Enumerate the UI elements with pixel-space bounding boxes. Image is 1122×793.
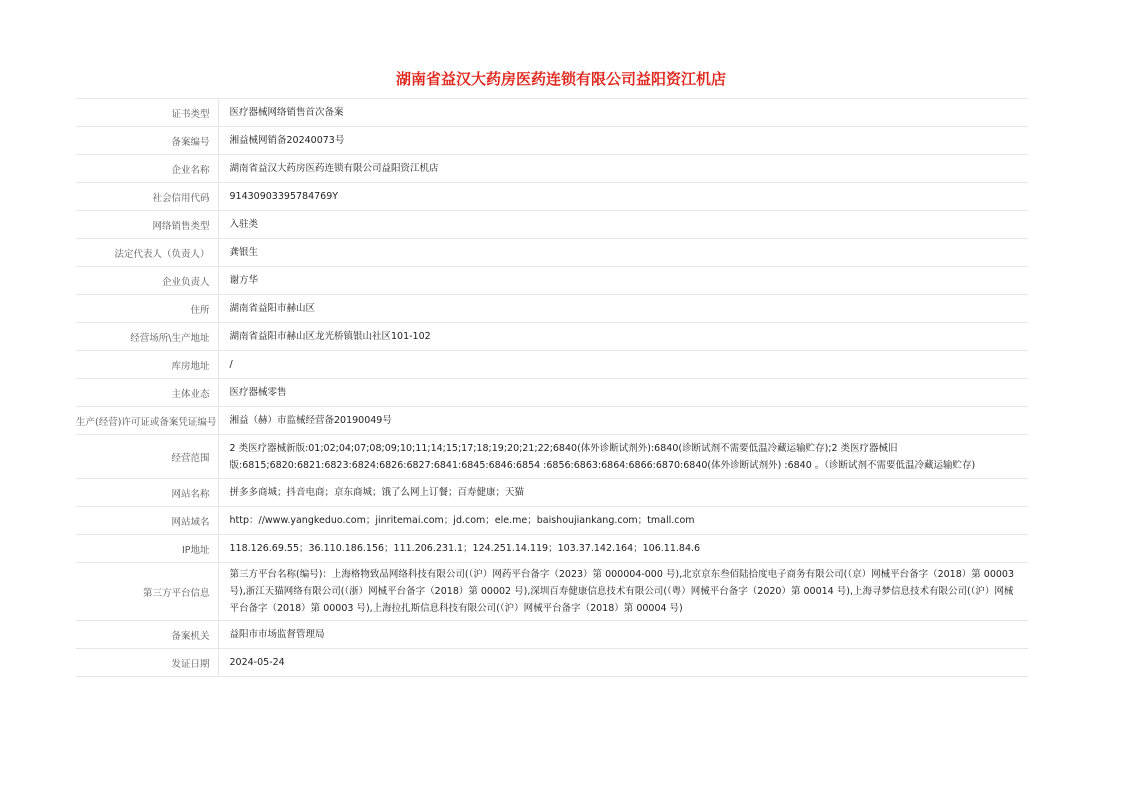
row-label: 备案机关 xyxy=(76,621,218,649)
row-value: 谢方华 xyxy=(229,275,259,286)
row-value: 2024-05-24 xyxy=(229,657,285,668)
row-label: 住所 xyxy=(76,295,218,323)
row-value: 湖南省益阳市赫山区 xyxy=(229,303,316,314)
row-residence xyxy=(76,295,1028,323)
row-ip-addresses xyxy=(76,535,1028,563)
row-label: 发证日期 xyxy=(76,649,218,677)
row-label: 企业负责人 xyxy=(76,267,218,295)
row-business-address xyxy=(76,323,1028,351)
record-table xyxy=(76,98,1028,677)
row-website-names xyxy=(76,479,1028,507)
row-label: 生产(经营)许可证或备案凭证编号 xyxy=(76,407,218,435)
row-value: 入驻类 xyxy=(229,219,259,230)
row-value: 91430903395784769Y xyxy=(229,191,339,202)
row-label: 企业名称 xyxy=(76,155,218,183)
row-value: / xyxy=(229,359,233,370)
row-label: 证书类型 xyxy=(76,99,218,127)
row-label: IP地址 xyxy=(76,535,218,563)
row-value: 医疗器械网络销售首次备案 xyxy=(229,107,344,118)
row-value: http：//www.yangkeduo.com；jinritemai.com；jd.com；ele.me；baishoujiankang.com；tmall.com xyxy=(229,515,695,526)
row-label: 法定代表人（负责人） xyxy=(76,239,218,267)
row-value: 医疗器械零售 xyxy=(229,387,287,398)
row-value: 湖南省益汉大药房医药连锁有限公司益阳资江机店 xyxy=(229,163,439,174)
row-value: 湘益械网销备20240073号 xyxy=(229,135,345,146)
row-value: 118.126.69.55；36.110.186.156；111.206.231.1；124.251.14.119；103.37.142.164；106.11.84.6 xyxy=(229,543,701,554)
row-label: 库房地址 xyxy=(76,351,218,379)
row-label: 主体业态 xyxy=(76,379,218,407)
row-website-domains xyxy=(76,507,1028,535)
row-label: 经营范围 xyxy=(76,435,218,479)
row-value: 龚银生 xyxy=(229,247,259,258)
row-legal-representative xyxy=(76,239,1028,267)
row-company-head xyxy=(76,267,1028,295)
row-license-number xyxy=(76,407,1028,435)
document-title: 湖南省益汉大药房医药连锁有限公司益阳资江机店 xyxy=(395,70,726,88)
row-credit-code xyxy=(76,183,1028,211)
row-value: 第三方平台名称(编号)：上海格物致品网络科技有限公司(（沪）网药平台备字（2023）第 000004-000 号),北京京东叁佰陆拾度电子商务有限公司(（京）网械平台备字（2018）第 00003 号),浙江天猫网络有限公司(（浙）网械平台备字（2018）第 00002 号),深圳百寿健康信息技术有限公司(（粤）网械平台备字（2020）第 00014 号),上海寻梦信息技术有限公司(（沪）网械平台备字（2018）第 00003 号),上海拉扎斯信息科技有限公司(（沪）网械平台备字（2018）第 00004 号) xyxy=(229,569,1015,614)
row-label: 经营场所\生产地址 xyxy=(76,323,218,351)
row-value: 益阳市市场监督管理局 xyxy=(229,629,325,640)
row-label: 第三方平台信息 xyxy=(76,563,218,621)
row-business-scope xyxy=(76,435,1028,479)
row-warehouse-address xyxy=(76,351,1028,379)
row-record-authority xyxy=(76,621,1028,649)
row-company-name xyxy=(76,155,1028,183)
row-value: 湘益（赫）市监械经营备20190049号 xyxy=(229,415,392,426)
row-business-form xyxy=(76,379,1028,407)
row-label: 社会信用代码 xyxy=(76,183,218,211)
row-certificate-type xyxy=(76,99,1028,127)
row-label: 网站名称 xyxy=(76,479,218,507)
row-value: 拼多多商城；抖音电商；京东商城；饿了么网上订餐；百寿健康；天猫 xyxy=(229,487,525,498)
row-sales-type xyxy=(76,211,1028,239)
row-label: 备案编号 xyxy=(76,127,218,155)
row-label: 网站域名 xyxy=(76,507,218,535)
row-value: 2 类医疗器械新版:01;02;04;07;08;09;10;11;14;15;17;18;19;20;21;22;6840(体外诊断试剂外):6840(诊断试剂不需要低温冷藏运输贮存);2 类医疗器械旧版:6815;6820:6821:6823:6824:6826:6827:6841:6845:6846:6854 :6856:6863:6864:6866:6870:6840(体外诊断试剂外) :6840 。（诊断试剂不需要低温冷藏运输贮存) xyxy=(229,442,976,471)
row-value: 湖南省益阳市赫山区龙光桥镇银山社区101-102 xyxy=(229,331,431,342)
row-label: 网络销售类型 xyxy=(76,211,218,239)
row-third-party-platforms xyxy=(76,563,1028,621)
row-record-number xyxy=(76,127,1028,155)
row-issue-date xyxy=(76,649,1028,677)
